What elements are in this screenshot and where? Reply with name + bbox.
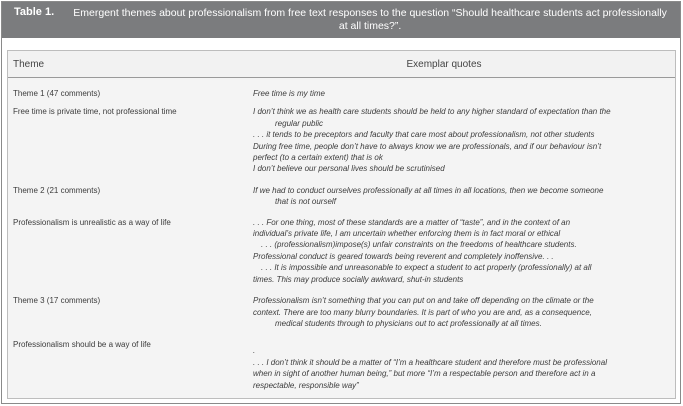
table-frame (1, 1, 681, 404)
quote-line: perfect (to a certain extent) that is ok (253, 153, 383, 163)
table-caption (2, 2, 680, 38)
quote-line: . . . I don’t think it should be a matter of “I’m a healthcare student and therefore must be professional (253, 357, 607, 367)
quote-line: regular public (275, 118, 324, 128)
table-body (7, 50, 676, 399)
quote-line: I don’t believe our personal lives should be scrutinised (253, 164, 445, 174)
quotes-cell (253, 339, 675, 391)
table-row (8, 88, 675, 99)
table-row (8, 217, 675, 285)
quote-line: respectable, responsible way” (253, 380, 359, 390)
quote-line: . . . it tends to be preceptors and faculty that care most about professionalism, not other students (253, 130, 595, 140)
quote-line: Free time is my time (253, 89, 326, 98)
quote-line: . (253, 346, 256, 356)
theme-cell: Free time is private time, not professional time (13, 107, 177, 117)
table-row (8, 106, 675, 174)
quote-line: . . . For one thing, most of these standards are a matter of “taste”, and in the context of an (253, 217, 571, 227)
table-label: Table 1. (14, 6, 55, 18)
quotes-cell (253, 185, 675, 208)
quote-line: context. There are too many blurry boundaries. It is part of who you are and, as a consequence, (253, 307, 592, 317)
quote-line: I don’t think we as health care students should be held to any higher standard of expectation than the (253, 107, 611, 117)
theme-cell: Theme 1 (47 comments) (13, 89, 101, 98)
table-row (8, 339, 675, 391)
theme-cell: Theme 3 (17 comments) (13, 296, 101, 306)
quote-line: . . . It is impossible and unreasonable to expect a student to act properly (professionally) at all (261, 263, 592, 273)
table-row (8, 185, 675, 208)
header-quotes: Exemplar quotes (406, 58, 482, 70)
header-theme: Theme (13, 58, 45, 70)
quote-line: Professionalism isn’t something that you can put on and take off depending on the climate or the (253, 296, 594, 306)
quotes-cell (253, 217, 675, 285)
theme-cell: Professionalism is unrealistic as a way of life (13, 217, 171, 227)
quotes-cell (253, 88, 675, 99)
quotes-cell (253, 106, 675, 174)
quote-line: individual’s private life, I am uncertain whether enforcing them is in fact moral or ethical (253, 229, 561, 239)
quote-line: times. This may produce socially awkward, shut-in students (253, 274, 464, 284)
quote-line: that is not ourself (275, 197, 336, 207)
quote-line: . . . (professionalism)impose(s) unfair constraints on the freedoms of healthcare students. (261, 240, 577, 250)
quote-line: During free time, people don’t have to always know we are professionals, and if our behaviour isn’t (253, 141, 602, 151)
quote-line: medical students through to physicians out to act professionally at all times. (275, 318, 542, 328)
quote-line: when in sight of another human being,” but more “I’m a respectable person and therefore act in a (253, 369, 596, 379)
quote-line: Professional conduct is geared towards being reverent and completely inoffensive. . . (253, 251, 554, 261)
table-row (8, 295, 675, 329)
quotes-cell (253, 295, 675, 329)
theme-cell: Professionalism should be a way of life (13, 340, 151, 350)
theme-cell: Theme 2 (21 comments) (13, 185, 101, 195)
table-header-row (8, 51, 675, 78)
table-title: Emergent themes about professionalism from free text responses to the question “Should healthcare students act professionally at all times?”. (73, 7, 667, 32)
quote-line: If we had to conduct ourselves professionally at all times in all locations, then we become someone (253, 185, 604, 195)
